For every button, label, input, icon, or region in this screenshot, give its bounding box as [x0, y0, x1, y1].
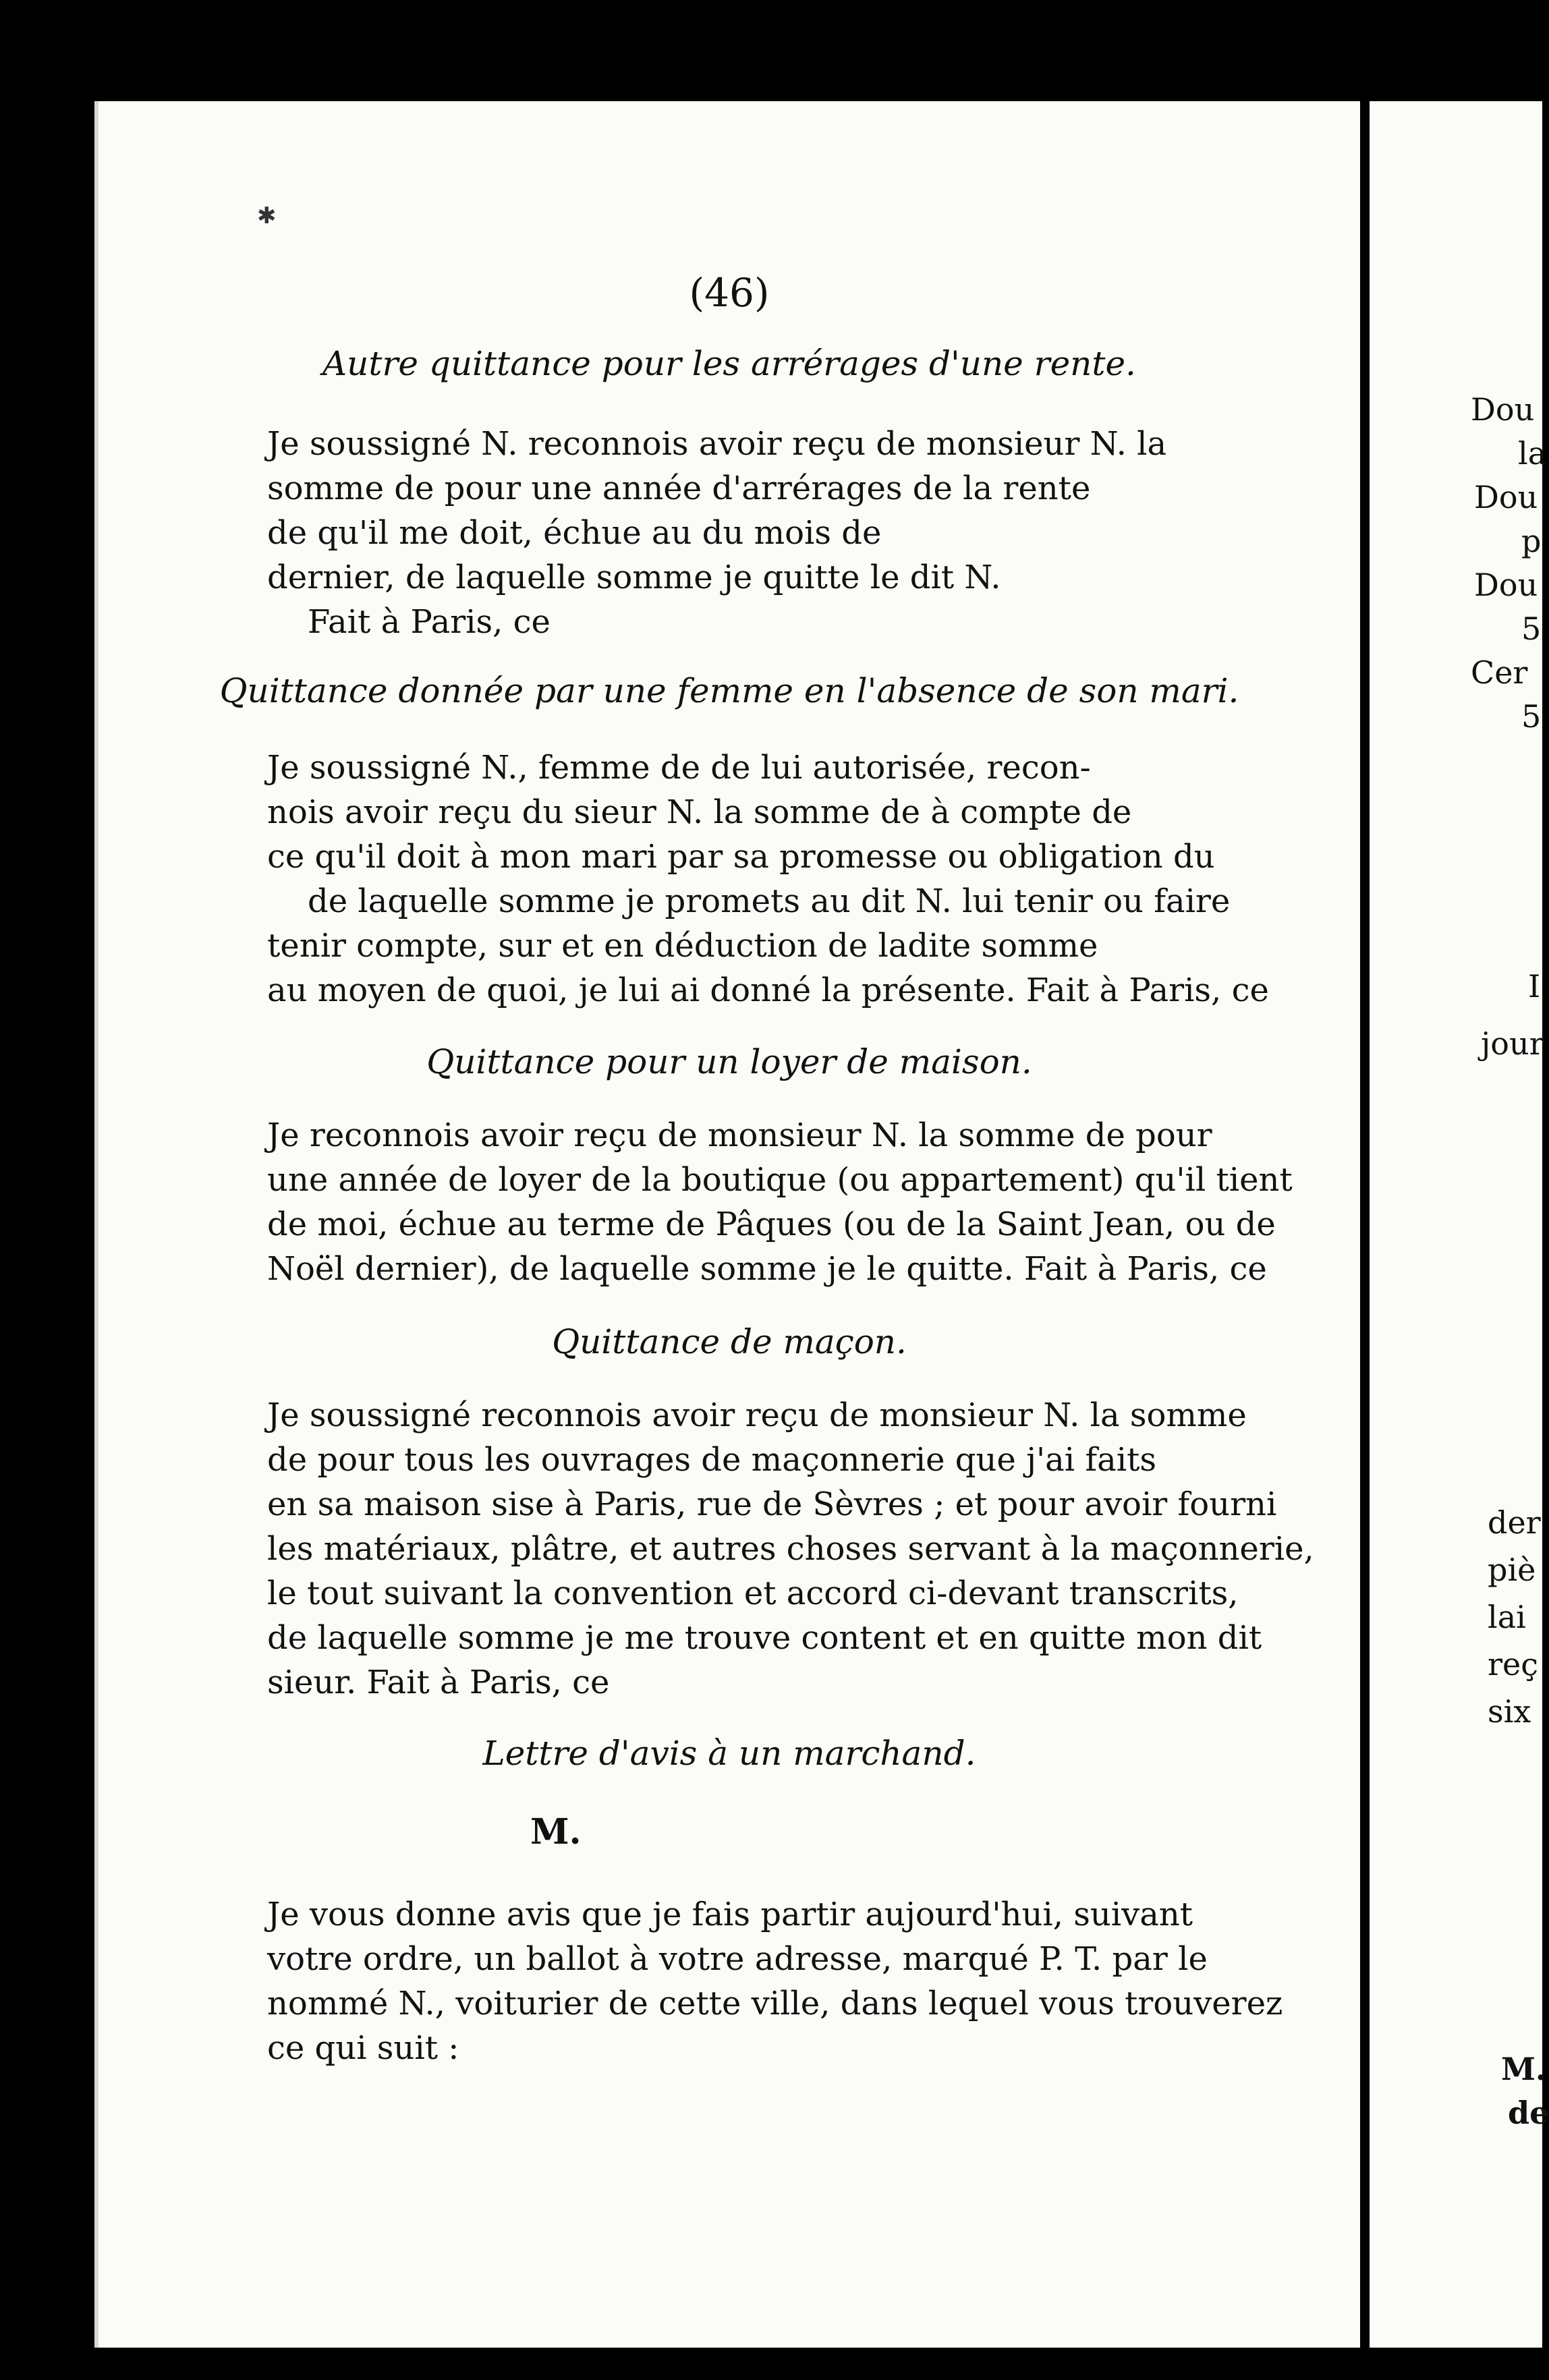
- section-heading: Quittance pour un loyer de maison.: [426, 1042, 1032, 1081]
- ink-speck: ✱: [257, 202, 277, 229]
- text-line: nommé N., voiturier de cette ville, dans lequel vous trouverez: [267, 1985, 1283, 2022]
- text-line: Je reconnois avoir reçu de monsieur N. la somme de pour: [267, 1116, 1212, 1154]
- text-line: de pour tous les ouvrages de maçonnerie que j'ai faits: [267, 1441, 1157, 1479]
- text-line: dernier, de laquelle somme je quitte le dit N.: [267, 559, 1001, 596]
- text-line: Je vous donne avis que je fais partir aujourd'hui, suivant: [267, 1896, 1193, 1933]
- facing-fragment: Dou: [1474, 567, 1538, 603]
- facing-fragment: jour: [1481, 1025, 1544, 1062]
- facing-fragment: M.: [1501, 2051, 1546, 2087]
- page-number: (46): [689, 270, 770, 316]
- text-line: tenir compte, sur et en déduction de ladite somme: [267, 927, 1098, 965]
- text-line: de qu'il me doit, échue au du mois de: [267, 514, 882, 552]
- text-line: Noël dernier), de laquelle somme je le quitte. Fait à Paris, ce: [267, 1250, 1267, 1288]
- salutation: M.: [530, 1811, 582, 1852]
- text-line: une année de loyer de la boutique (ou appartement) qu'il tient: [267, 1161, 1293, 1199]
- facing-fragment: piè: [1488, 1552, 1536, 1588]
- text-line: Fait à Paris, ce: [308, 603, 551, 641]
- text-line: de laquelle somme je me trouve content et en quitte mon dit: [267, 1619, 1262, 1657]
- facing-fragment: Dou: [1471, 391, 1535, 428]
- text-line: ce qu'il doit à mon mari par sa promesse ou obligation du: [267, 838, 1215, 876]
- section-heading: Quittance de maçon.: [552, 1322, 907, 1361]
- facing-fragment: der: [1488, 1504, 1541, 1541]
- text-line: en sa maison sise à Paris, rue de Sèvres ; et pour avoir fourni: [267, 1485, 1277, 1523]
- facing-page-edge: [1370, 101, 1549, 2348]
- text-line: Je soussigné N., femme de de lui autorisée, recon-: [267, 749, 1091, 787]
- facing-fragment: de: [1508, 2095, 1549, 2131]
- facing-fragment: 5: [1521, 611, 1542, 647]
- facing-fragment: lai: [1488, 1599, 1526, 1635]
- text-line: sieur. Fait à Paris, ce: [267, 1664, 610, 1701]
- text-line: Je soussigné reconnois avoir reçu de monsieur N. la somme: [267, 1396, 1247, 1434]
- text-line: le tout suivant la convention et accord ci-devant transcrits,: [267, 1575, 1239, 1612]
- text-line: de laquelle somme je promets au dit N. lui tenir ou faire: [308, 882, 1231, 920]
- facing-fragment: I: [1528, 968, 1541, 1004]
- facing-fragment: la: [1518, 435, 1547, 472]
- facing-fragment: p: [1521, 523, 1542, 559]
- facing-fragment: Cer: [1471, 654, 1528, 691]
- text-line: ce qui suit :: [267, 2029, 459, 2067]
- facing-fragment: 5: [1521, 698, 1542, 735]
- section-heading: Lettre d'avis à un marchand.: [482, 1734, 976, 1773]
- text-line: somme de pour une année d'arrérages de la rente: [267, 470, 1091, 507]
- facing-fragment: six: [1488, 1693, 1531, 1730]
- text-line: de moi, échue au terme de Pâques (ou de la Saint Jean, ou de: [267, 1206, 1276, 1243]
- text-line: votre ordre, un ballot à votre adresse, marqué P. T. par le: [267, 1940, 1208, 1978]
- text-line: nois avoir reçu du sieur N. la somme de à compte de: [267, 793, 1132, 831]
- text-line: au moyen de quoi, je lui ai donné la présente. Fait à Paris, ce: [267, 971, 1269, 1009]
- section-heading: Autre quittance pour les arrérages d'une rente.: [322, 344, 1136, 383]
- text-line: les matériaux, plâtre, et autres choses servant à la maçonnerie,: [267, 1530, 1314, 1568]
- text-line: Je soussigné N. reconnois avoir reçu de monsieur N. la: [267, 425, 1167, 463]
- section-heading: Quittance donnée par une femme en l'absence de son mari.: [219, 671, 1239, 710]
- facing-fragment: reç: [1488, 1646, 1538, 1682]
- book-page: [94, 101, 1360, 2348]
- facing-fragment: Dou: [1474, 479, 1538, 515]
